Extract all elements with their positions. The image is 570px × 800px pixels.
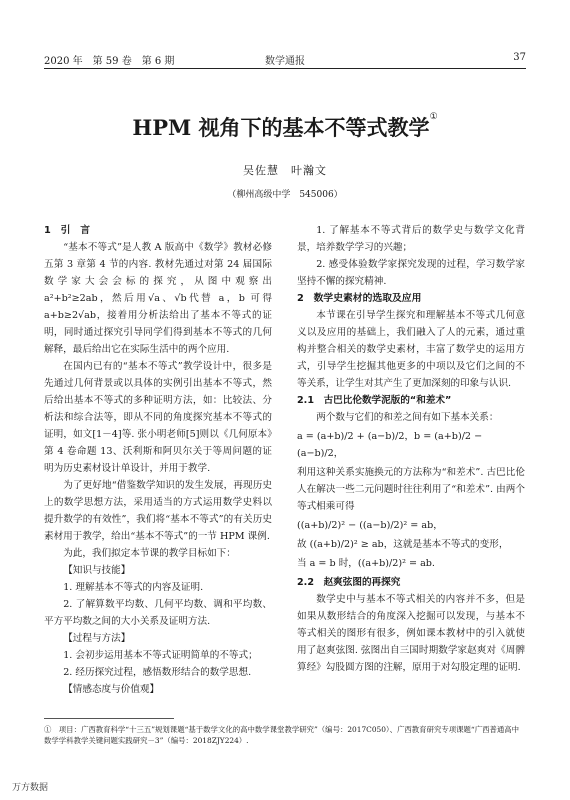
goal-heading: 【过程与方法】 <box>63 633 131 644</box>
paragraph: “基本不等式”是人教 A 版高中《数学》教材必修五第 3 章第 4 节的内容. 教材先通过对第 24 届国际数学家大会会标的探究，从图中观察出 a²+b²≥2ab，然后用√a、√b代替 a，b 可得 a+b≥2√ab，接着用分析法给出了基本不等式的证明，同时通过探究引导同学们得到基本不等式的几何解释，最后给出它在实际生活中的两个应用. <box>44 242 272 355</box>
journal-name: 数学通报 <box>265 56 305 67</box>
paragraph: 数学史中与基本不等式相关的内容并不多，但是如果从数形结合的角度深入挖掘可以发现，与基本不等式相关的图形有很多，例如课本教材中的引入就使用了赵爽弦图. 弦图出自三国时期数学家赵爽对《周髀算经》勾股圆方图的注解，原用于对勾股定理的证明. <box>297 594 525 673</box>
paragraph: 利用这种关系实施换元的方法称为“和差术”. 古巴比伦人在解决一些二元问题时往往利用了“和差术”. 由两个等式相乘可得 <box>297 467 525 512</box>
title-footnote-mark: ① <box>429 112 438 122</box>
goal-heading: 【知识与技能】 <box>63 565 131 576</box>
affiliation: （柳州高级中学 545006） <box>227 190 343 200</box>
paragraph: 为此，我们拟定本节课的教学目标如下： <box>63 548 236 559</box>
article-title <box>0 112 570 142</box>
running-header <box>44 52 526 68</box>
footnote: ① 项目：广西教育科学“十三五”规划课题“基于数学文化的高中数学课堂教学研究”（编号：2017C050）、广西教育研究专项课题“广西普通高中数学学科教学关键问题实践研究－3”（编号：2018ZJY224）. <box>44 725 520 745</box>
footnote-rule <box>44 718 174 719</box>
watermark: 万方数据 <box>12 783 49 793</box>
equation: 故 ((a+b)/2)² ≥ ab，这就是基本不等式的变形， <box>297 539 509 550</box>
paragraph: 本节课在引导学生探究和理解基本不等式几何意义以及应用的基础上，我们融入了人的元素，通过重构并整合相关的数学史素材，丰富了数学史的运用方式，引导学生挖掘其他更多的中项以及它们之间的不等关系，让学生对其产生了更加深刻的印象与认识. <box>297 310 525 389</box>
goal-heading: 【情感态度与价值观】 <box>63 684 160 695</box>
left-column <box>44 222 272 698</box>
subsection-heading: 2.1 古巴比伦数学泥版的“和差术” <box>297 395 452 406</box>
equation: 当 a = b 时，((a+b)/2)² = ab. <box>297 558 435 569</box>
paragraph: 为了更好地“借鉴数学知识的发生发展，再现历史上的数学思想方法，采用适当的方式运用数学史料以提升数学的有效性”，我们将“基本不等式”的有关历史素材用于教学，给出“基本不等式”的一节 HPM 课例. <box>44 480 272 542</box>
goal-item: 1. 理解基本不等式的内容及证明. <box>63 582 204 593</box>
subsection-heading: 2.2 赵爽弦图的再探究 <box>297 577 401 588</box>
right-column <box>297 222 525 676</box>
equation: a = (a+b)/2 + (a−b)/2，b = (a+b)/2 − (a−b)/2， <box>297 431 483 459</box>
header-rule <box>44 68 526 69</box>
authors: 吴佐慧 叶瀚文 <box>243 164 327 177</box>
paragraph: 两个数与它们的和差之间有如下基本关系： <box>316 412 499 423</box>
goal-item: 1. 了解基本不等式背后的数学史与数学文化背景，培养数学学习的兴趣； <box>297 225 525 253</box>
page-number: 37 <box>513 52 526 63</box>
title-text: HPM 视角下的基本不等式教学 <box>132 115 430 140</box>
goal-item: 2. 了解算数平均数、几何平均数、调和平均数、平方平均数之间的大小关系及证明方法. <box>44 599 272 627</box>
paragraph: 在国内已有的“基本不等式”教学设计中，很多是先通过几何背景或以具体的实例引出基本不等式，然后给出基本不等式的多种证明方法，如：比较法、分析法和综合法等，即从不同的角度探究基本不等式的证明，如文[1－4]等. 张小明老师[5]则以《几何原本》第 4 卷命题 13、沃利斯和阿贝尔关于等周问题的证明为历史素材设计单设计，并用于教学. <box>44 361 272 474</box>
section-heading-intro: 1 引 言 <box>44 225 91 236</box>
goal-item: 1. 会初步运用基本不等式证明简单的不等式； <box>63 650 258 661</box>
section-heading-history: 2 数学史素材的选取及应用 <box>297 293 422 304</box>
goal-item: 2. 经历探究过程，感悟数形结合的数学思想. <box>63 667 252 678</box>
equation: ((a+b)/2)² − ((a−b)/2)² = ab， <box>297 520 443 531</box>
goal-item: 2. 感受体验数学家探究发现的过程，学习数学家坚持不懈的探究精神. <box>297 259 525 287</box>
issue-info: 2020 年 第 59 卷 第 6 期 <box>44 56 175 67</box>
